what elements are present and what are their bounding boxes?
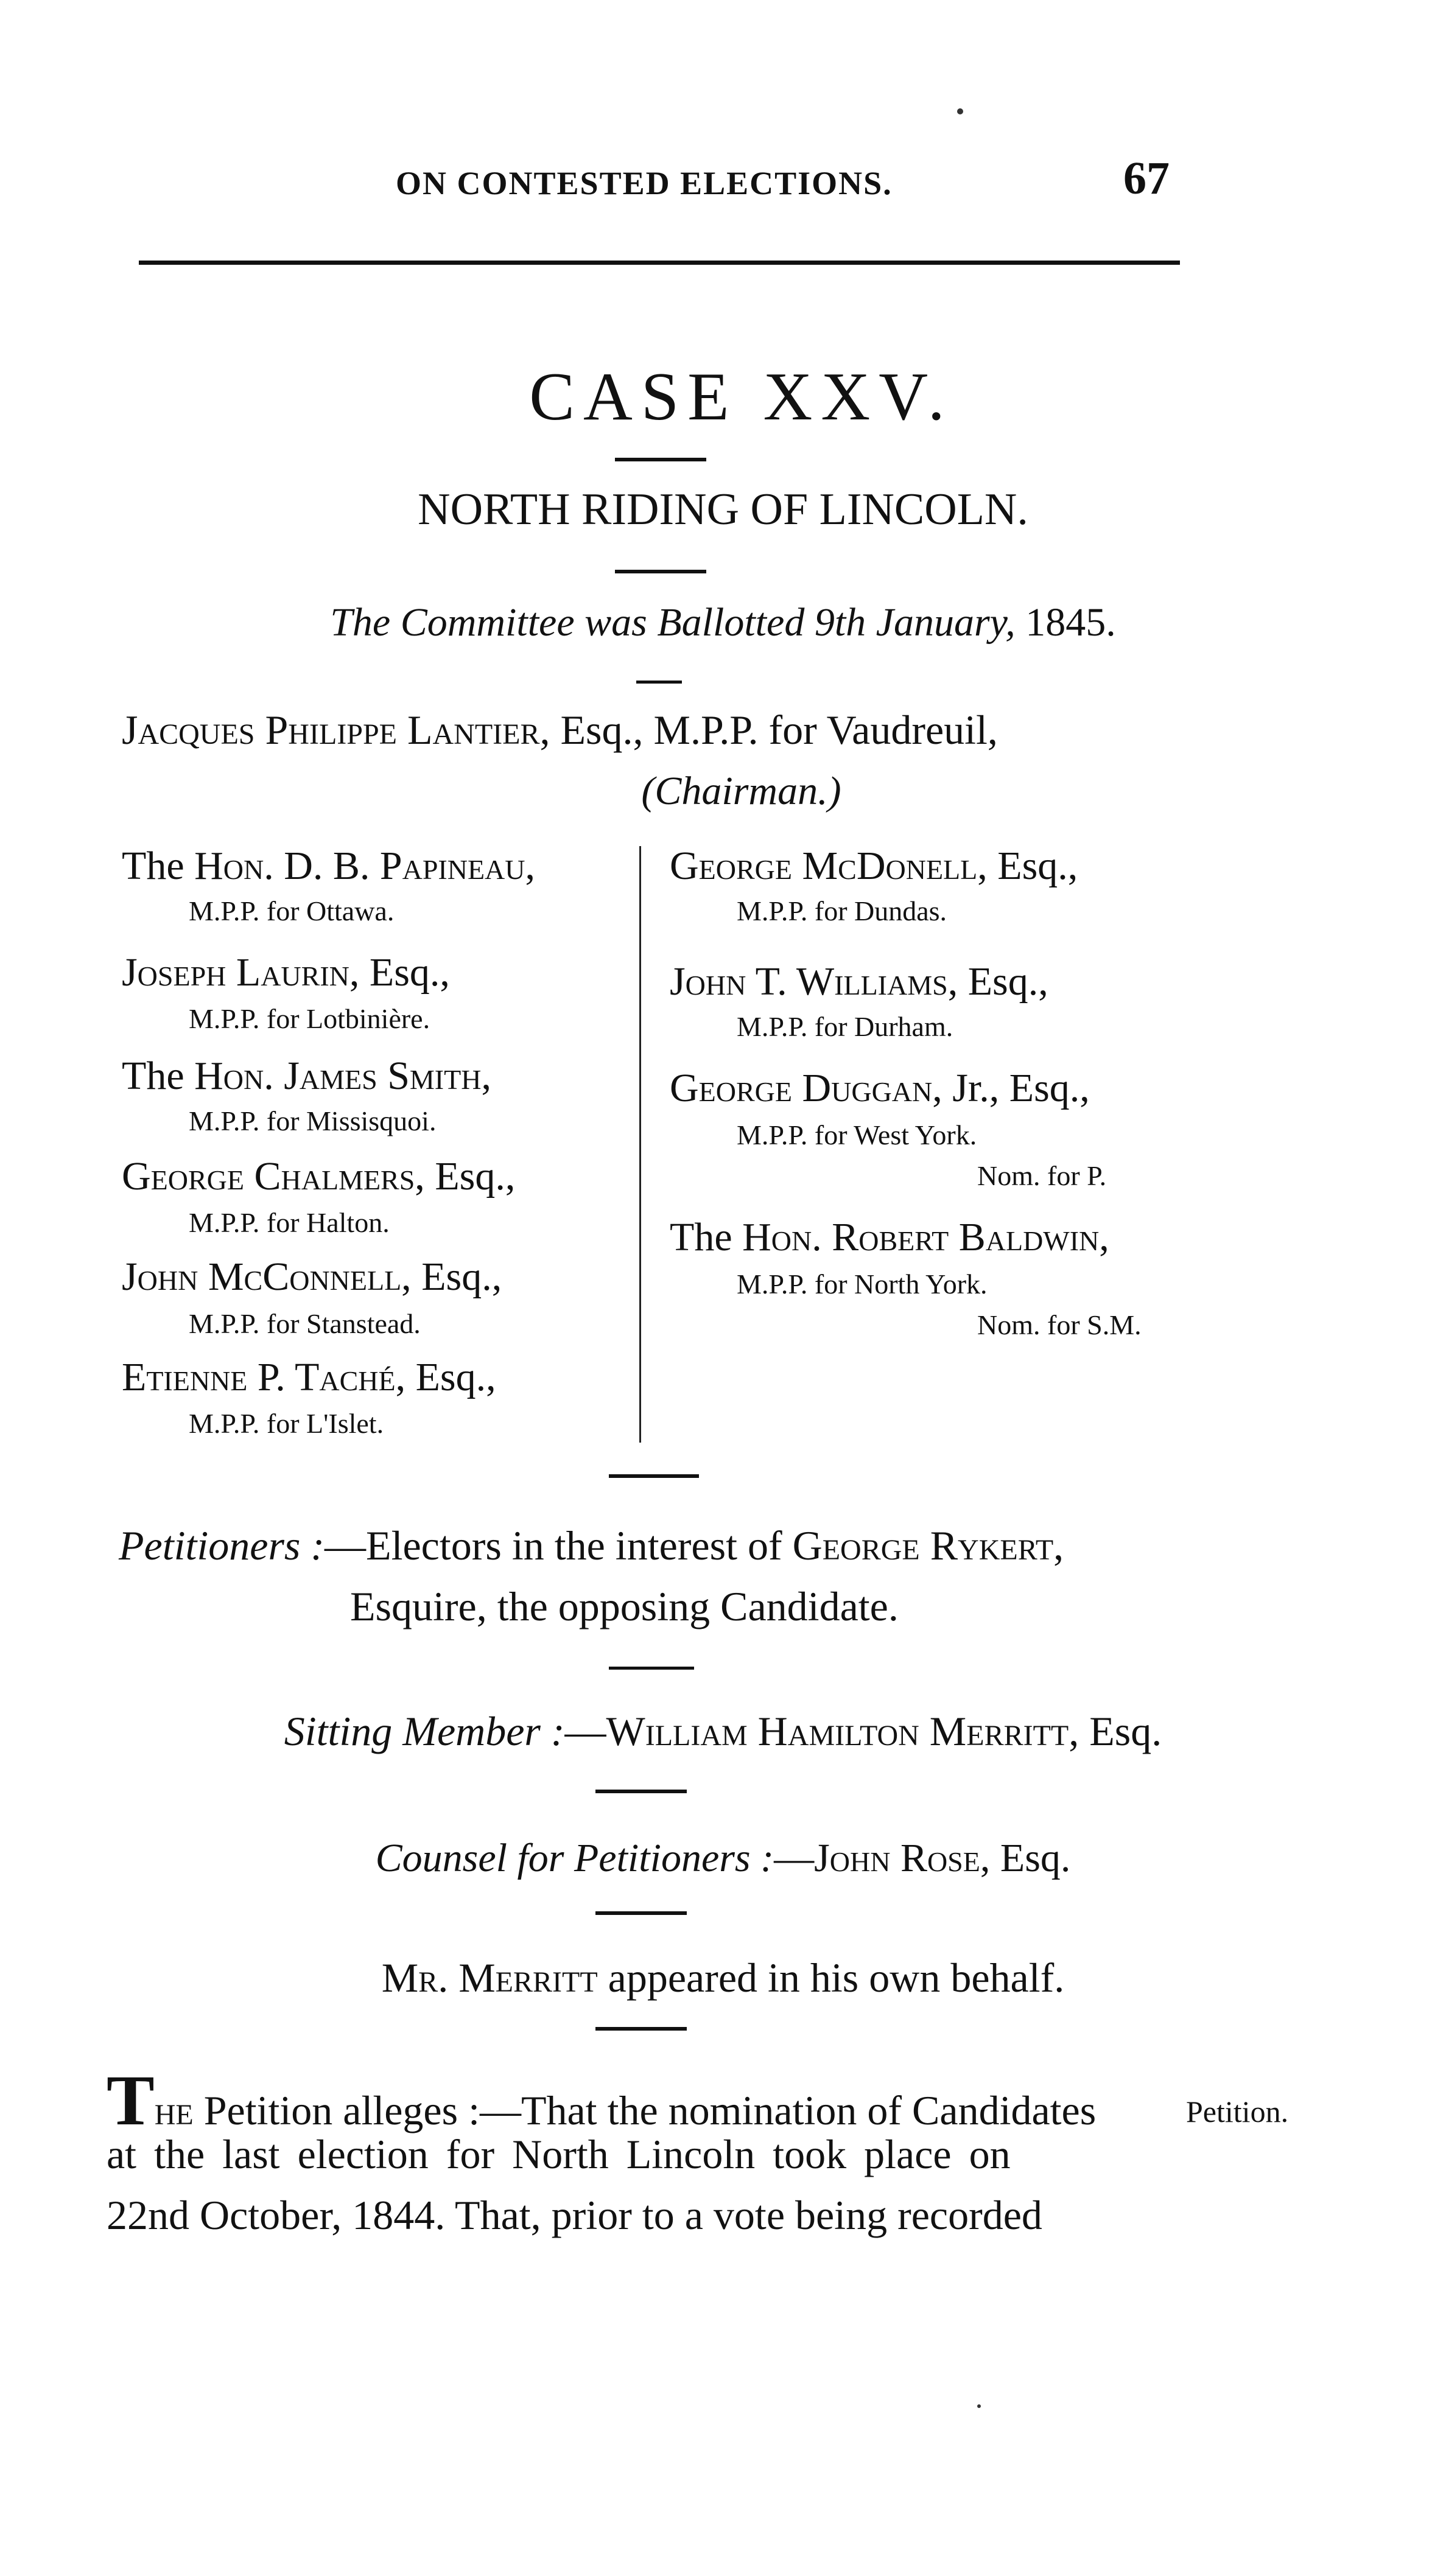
member-seat: M.P.P. for Lotbinière. <box>189 1003 430 1034</box>
ballot-line <box>0 600 1446 646</box>
member-name: John McConnell, Esq., <box>122 1255 502 1299</box>
member-seat: M.P.P. for West York. <box>737 1119 977 1150</box>
counsel-line: Counsel for Petitioners :—John Rose, Esq. <box>375 1836 1071 1880</box>
member-seat: M.P.P. for North York. <box>737 1269 988 1300</box>
first-word-rest: he <box>154 2087 194 2133</box>
divider-rule <box>609 1667 694 1670</box>
member-name: John T. Williams, Esq., <box>670 959 1048 1004</box>
member-seat: M.P.P. for L'Islet. <box>189 1408 384 1439</box>
drop-cap: T <box>107 2060 155 2140</box>
divider-rule <box>636 681 682 684</box>
member-name: The Hon. D. B. Papineau, <box>122 844 535 888</box>
petitioners-candidate: George Rykert, <box>792 1522 1064 1569</box>
member-name: George Chalmers, Esq., <box>122 1154 516 1199</box>
ballot-year: 1845. <box>1025 600 1116 645</box>
divider-rule <box>615 458 706 461</box>
member-seat: M.P.P. for Halton. <box>189 1207 390 1238</box>
member-name: The Hon. James Smith, <box>122 1054 491 1098</box>
counsel-name: John Rose, <box>814 1836 991 1880</box>
petitioners-label: Petitioners : <box>119 1522 325 1569</box>
member-seat: M.P.P. for Dundas. <box>737 895 947 926</box>
body-line-1: The Petition alleges :—That the nomination of Candidates <box>107 2060 1097 2140</box>
divider-rule <box>615 570 706 573</box>
header-rule <box>139 261 1180 265</box>
member-seat: M.P.P. for Ottawa. <box>189 895 395 926</box>
petitioners-line: Petitioners :—Electors in the interest of George Rykert, <box>119 1522 1064 1569</box>
divider-rule <box>595 1790 687 1793</box>
chairman-title: Esq., M.P.P. for Vaudreuil, <box>560 707 998 753</box>
running-title: ON CONTESTED ELECTIONS. <box>396 165 893 201</box>
nomination-note: Nom. for P. <box>977 1160 1107 1191</box>
member-name: Etienne P. Taché, Esq., <box>122 1355 496 1399</box>
sitting-label: Sitting Member : <box>284 1708 565 1754</box>
petitioners-line-2: Esquire, the opposing Candidate. <box>350 1583 899 1629</box>
member-name: George McDonell, Esq., <box>670 844 1078 888</box>
page-number: 67 <box>1123 153 1170 204</box>
member-name: Joseph Laurin, Esq., <box>122 950 450 995</box>
divider-rule <box>609 1474 699 1478</box>
riding-heading: NORTH RIDING OF LINCOLN. <box>418 485 1028 534</box>
member-seat: M.P.P. for Stanstead. <box>189 1308 421 1339</box>
counsel-label: Counsel for Petitioners : <box>375 1836 774 1880</box>
chairman-name: Jacques Philippe Lantier, <box>122 707 550 753</box>
merritt-name: Mr. Merritt <box>381 1955 598 2001</box>
divider-rule <box>595 1911 687 1915</box>
ink-speck <box>977 2404 981 2408</box>
member-seat: M.P.P. for Missisquoi. <box>189 1105 437 1136</box>
case-title: CASE XXV. <box>529 359 953 435</box>
ballot-date: 9th January, <box>814 600 1016 645</box>
divider-rule <box>595 2027 687 2031</box>
member-name: The Hon. Robert Baldwin, <box>670 1215 1109 1259</box>
column-divider <box>639 846 641 1443</box>
nomination-note: Nom. for S.M. <box>977 1309 1142 1340</box>
merritt-line: Mr. Merritt appeared in his own behalf. <box>381 1955 1065 2001</box>
chairman-label: (Chairman.) <box>641 769 841 813</box>
sitting-member-name: William Hamilton Merritt, <box>606 1708 1079 1754</box>
body-line-2: at the last election for North Lincoln took place on <box>107 2131 1011 2177</box>
ink-speck <box>957 108 963 114</box>
body-line-3: 22nd October, 1844. That, prior to a vote being recorded <box>107 2192 1042 2238</box>
chairman-line <box>122 706 998 754</box>
margin-note: Petition. <box>1186 2095 1289 2129</box>
ballot-text: The Committee was Ballotted <box>330 600 805 645</box>
sitting-member-line: Sitting Member :—William Hamilton Merritt, Esq. <box>284 1708 1162 1754</box>
member-name: George Duggan, Jr., Esq., <box>670 1066 1090 1110</box>
member-seat: M.P.P. for Durham. <box>737 1011 953 1042</box>
